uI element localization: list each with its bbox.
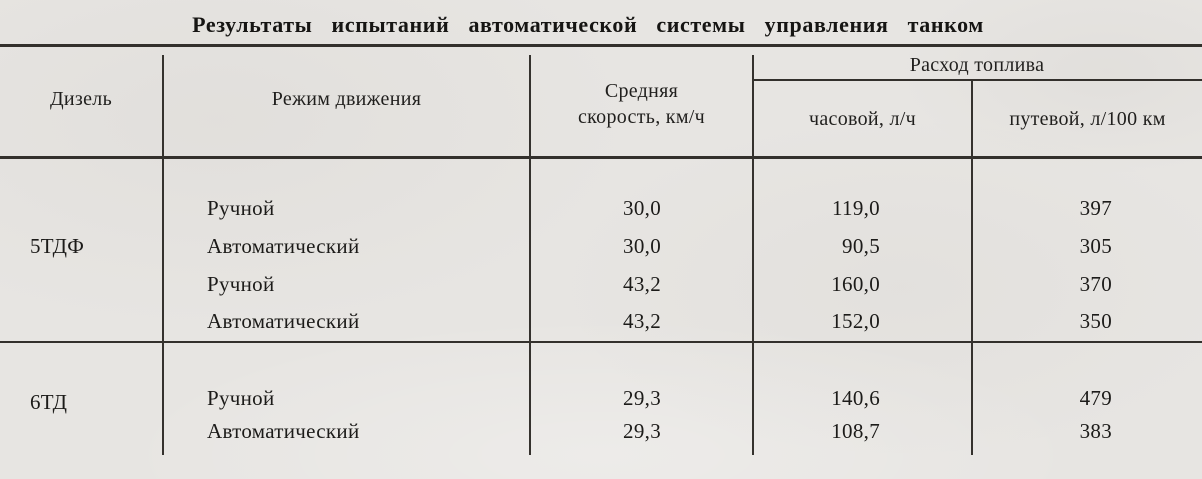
speed-cell: 43,2 [623, 272, 661, 296]
distance-cell: 305 [1079, 234, 1112, 258]
distance-cell: 383 [1079, 419, 1112, 443]
speed-cell: 29,3 [623, 386, 661, 410]
col-header-fuel-hourly: часовой, л/ч [808, 108, 917, 130]
mode-cell: Автоматический [207, 419, 360, 443]
speed-cell: 30,0 [623, 196, 661, 220]
header-bottom-rule [0, 156, 1202, 159]
col-divider-diesel-mode [162, 55, 164, 455]
mode-cell: Ручной [207, 386, 275, 410]
col-divider-hourly-distance [971, 81, 973, 455]
hourly-cell: 108,7 [831, 419, 880, 443]
mode-cell: Ручной [207, 196, 275, 220]
col-header-avg-speed [531, 78, 752, 130]
distance-cell: 370 [1079, 272, 1112, 296]
col-header-fuel-distance: путевой, л/100 км [1009, 108, 1166, 130]
mode-cell: Ручной [207, 272, 275, 296]
fuel-group-subrule [753, 79, 1202, 81]
hourly-cell: 119,0 [832, 196, 880, 220]
hourly-cell: 90,5 [842, 234, 880, 258]
col-header-mode: Режим движения [271, 88, 422, 110]
col-header-diesel: Дизель [49, 88, 113, 110]
table-top-rule [0, 44, 1202, 47]
diesel-label: 6ТД [30, 390, 68, 414]
mode-cell: Автоматический [207, 234, 360, 258]
hourly-cell: 140,6 [831, 386, 880, 410]
speed-cell: 43,2 [623, 309, 661, 333]
mode-cell: Автоматический [207, 309, 360, 333]
col-header-fuel-group: Расход топлива [909, 54, 1045, 76]
section-separator-rule [0, 341, 1202, 343]
hourly-cell: 160,0 [831, 272, 880, 296]
distance-cell: 479 [1079, 386, 1112, 410]
diesel-label: 5ТДФ [30, 234, 85, 258]
speed-cell: 30,0 [623, 234, 661, 258]
col-header-avg-speed-line2: скорость, км/ч [577, 106, 705, 128]
table-title: Результаты испытаний автоматической системы управления танком [192, 12, 984, 37]
col-header-avg-speed-line1: Средняя [604, 80, 679, 102]
speed-cell: 29,3 [623, 419, 661, 443]
distance-cell: 350 [1079, 309, 1112, 333]
distance-cell: 397 [1079, 196, 1112, 220]
hourly-cell: 152,0 [831, 309, 880, 333]
